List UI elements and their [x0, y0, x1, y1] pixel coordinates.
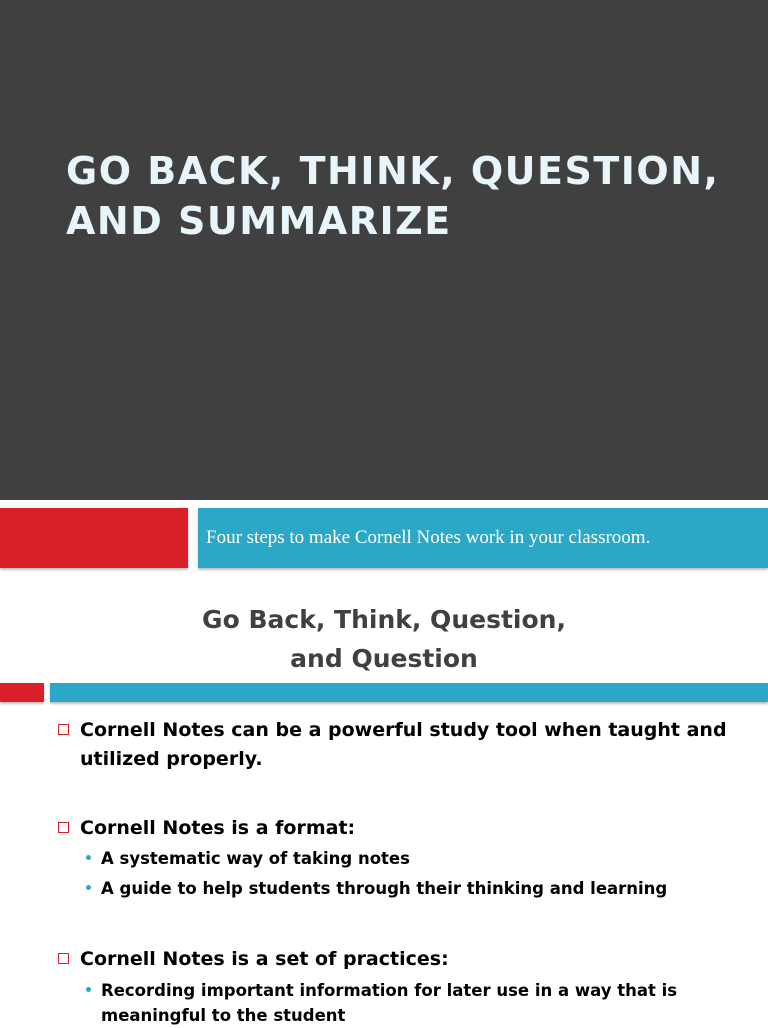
- red-accent-bar-small: [0, 683, 44, 702]
- heading-line-1: Go Back, Think, Question,: [202, 605, 566, 634]
- slide-subtitle: Four steps to make Cornell Notes work in your classroom.: [206, 527, 651, 548]
- square-bullet-icon: [58, 953, 69, 964]
- title-slide: [0, 0, 768, 500]
- bullet-text: Cornell Notes can be a powerful study tool when taught and utilized properly.: [80, 719, 727, 770]
- slide-title: GO BACK, THINK, QUESTION, AND SUMMARIZE: [66, 149, 720, 243]
- bullet-text: Cornell Notes is a set of practices:: [80, 948, 449, 970]
- content-slide-heading: [0, 600, 768, 678]
- sub-bullet-item: [101, 978, 751, 1028]
- dot-bullet-icon: [86, 855, 91, 860]
- bullet-item: [80, 814, 740, 843]
- teal-accent-bar: [50, 683, 768, 702]
- bullet-text: Cornell Notes is a format:: [80, 817, 356, 839]
- red-accent-bar: [0, 508, 188, 568]
- heading-line-2: and Question: [290, 644, 478, 673]
- sub-bullet-item: [101, 876, 751, 901]
- dot-bullet-icon: [86, 885, 91, 890]
- bullet-item: [80, 945, 740, 974]
- sub-bullet-text: A guide to help students through their thinking and learning: [101, 879, 668, 898]
- bullet-item: [80, 716, 740, 774]
- sub-bullet-item: [101, 846, 751, 871]
- sub-bullet-text: Recording important information for later use in a way that is meaningful to the student: [101, 981, 678, 1025]
- square-bullet-icon: [58, 822, 69, 833]
- sub-bullet-text: A systematic way of taking notes: [101, 849, 410, 868]
- dot-bullet-icon: [86, 987, 91, 992]
- square-bullet-icon: [58, 724, 69, 735]
